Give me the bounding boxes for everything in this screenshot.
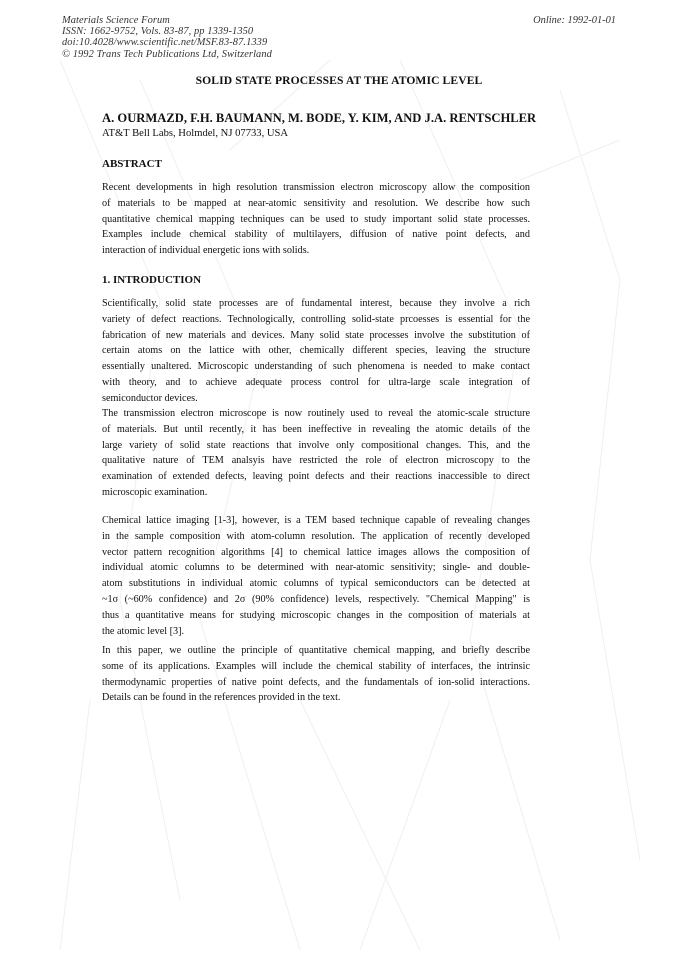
text-line: essentially unaltered. Microscopic understanding of such phenomena is needed to make contact bbox=[102, 361, 530, 373]
text-line: certain atoms on the lattice with other, chemically different species, leaving the structure bbox=[102, 345, 530, 357]
paper-title: SOLID STATE PROCESSES AT THE ATOMIC LEVEL bbox=[195, 74, 483, 87]
text-line: ~1σ (~60% confidence) and 2σ (90% confidence) levels, respectively. "Chemical Mapping" is bbox=[102, 593, 530, 605]
copyright-line: © 1992 Trans Tech Publications Ltd, Switzerland bbox=[62, 48, 272, 60]
affiliation: AT&T Bell Labs, Holmdel, NJ 07733, USA bbox=[102, 128, 289, 139]
text-line: qualitative nature of TEM analsyis have restricted the role of electron microscopy to the bbox=[102, 455, 530, 467]
text-line: Chemical lattice imaging [1-3], however, is a TEM based technique capable of revealing changes bbox=[102, 515, 530, 526]
intro-paragraph-1 bbox=[102, 296, 530, 407]
text-line: Examples include chemical stability of multilayers, diffusion of native point defects, and bbox=[102, 229, 530, 241]
text-line: of materials to be mapped at near-atomic sensitivity and resolution. We describe how such bbox=[102, 197, 530, 209]
text-line: Details can be found in the references provided in the text. bbox=[102, 692, 341, 704]
text-line: In this paper, we outline the principle of quantitative chemical mapping, and briefly describe bbox=[102, 645, 530, 656]
text-line: Scientifically, solid state processes are of fundamental interest, because they involve a rich bbox=[102, 298, 530, 309]
text-line: The transmission electron microscope is now routinely used to reveal the atomic-scale structure bbox=[102, 408, 530, 419]
text-line: some of its applications. Examples will include the chemical stability of interfaces, the intrinsic bbox=[102, 660, 530, 672]
text-line: large variety of solid state reactions that involve only compositional changes. This, and the bbox=[102, 439, 530, 451]
text-line: of materials. But until recently, it has been ineffective in revealing the atomic details of the bbox=[102, 423, 530, 435]
intro-paragraph-3 bbox=[102, 513, 530, 639]
introduction-heading: 1. INTRODUCTION bbox=[102, 274, 202, 286]
text-line: atom substitutions in individual atomic columns of typical semiconductors can be detected at bbox=[102, 578, 530, 590]
text-line: vector pattern recognition algorithms [4] to chemical lattice images allows the composition of bbox=[102, 546, 530, 558]
journal-header bbox=[62, 15, 272, 60]
text-line: fabrication of new materials and devices. Many solid state processes involve the substitution of bbox=[102, 329, 530, 341]
intro-paragraph-2 bbox=[102, 406, 530, 501]
author-list: A. OURMAZD, F.H. BAUMANN, M. BODE, Y. KIM, AND J.A. RENTSCHLER bbox=[102, 111, 537, 125]
text-line: interaction of individual energetic ions with solids. bbox=[102, 245, 310, 257]
text-line: quantitative chemical mapping techniques can be used to study important solid state processes. bbox=[102, 213, 530, 225]
journal-name: Materials Science Forum bbox=[62, 15, 170, 26]
text-line: thus a quantitative means for studying microscopic changes in the composition of materials at bbox=[102, 609, 530, 621]
text-line: individual atomic columns to be determined with near-atomic sensitivity; single- and double- bbox=[102, 562, 530, 574]
text-line: variety of defect reactions. Technologically, controlling solid-state prcoesses is essential for the bbox=[102, 313, 530, 325]
text-line: the atomic level [3]. bbox=[102, 625, 185, 637]
text-line: examination of extended defects, leaving point defects and their reactions inaccessible to direct bbox=[102, 471, 530, 483]
text-line: with theory, and to achieve adequate process control for ultra-large scale integration of bbox=[102, 376, 530, 388]
text-line: thermodynamic properties of native point defects, and the fundamentals of ion-solid interactions. bbox=[102, 676, 530, 688]
abstract-paragraph bbox=[102, 180, 530, 259]
text-line: Recent developments in high resolution transmission electron microscopy allow the composition bbox=[102, 182, 530, 193]
online-date: Online: 1992-01-01 bbox=[533, 15, 616, 26]
text-line: microscopic examination. bbox=[102, 486, 208, 498]
intro-paragraph-4 bbox=[102, 643, 530, 706]
text-line: in the sample composition with atom-column resolution. The application of recently developed bbox=[102, 530, 530, 542]
abstract-heading: ABSTRACT bbox=[102, 158, 162, 170]
text-line: semiconductor devices. bbox=[102, 392, 198, 404]
doi-line[interactable]: doi:10.4028/www.scientific.net/MSF.83-87.1339 bbox=[62, 37, 268, 49]
issn-line: ISSN: 1662-9752, Vols. 83-87, pp 1339-1350 bbox=[62, 26, 254, 38]
